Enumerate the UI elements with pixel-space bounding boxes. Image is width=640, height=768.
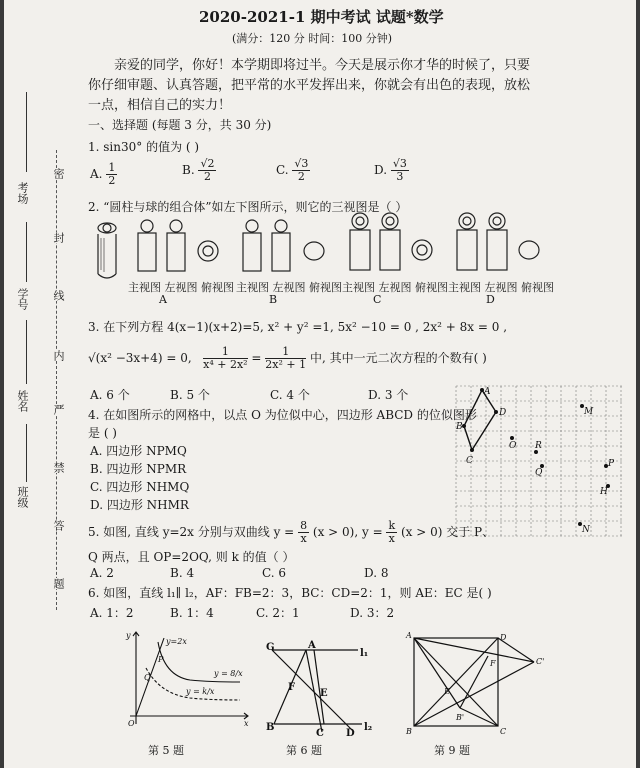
fig9-label-c-prime: C' [536, 657, 545, 666]
fig9-label-b-prime: B' [456, 713, 465, 722]
figure-6 [266, 636, 376, 739]
fig9-label-d: D [500, 633, 507, 642]
question-3-option-c: C. 4 个 [270, 388, 310, 402]
question-4-option-b: B. 四边形 NPMR [90, 462, 187, 476]
fig6-label-e: E [320, 688, 328, 699]
question-1-option-a: A. $\frac{1}{2}$ [90, 161, 116, 187]
option-b-view-labels: 主视图 左视图 俯视图 [236, 281, 342, 294]
field-exam-room: 考场 [16, 182, 29, 204]
intro-line-2: 你仔细审题、认真答题，把平常的水平发挥出来，你就会有出色的表现，放松 [88, 78, 531, 93]
segment-bc-prime [414, 662, 534, 726]
field-name-line [26, 320, 27, 384]
fig5-label-p: P [158, 655, 164, 664]
question-5-option-c: C. 6 [262, 566, 287, 580]
section-heading: 一、选择题 (每题 3 分，共 30 分) [88, 118, 272, 132]
question-5-stem-2: Q 两点，且 OP=2OQ, 则 k 的值（ ） [88, 550, 295, 564]
question-4-stem-1: 4. 在如图所示的网格中，以点 O 为位似中心，四边形 ABCD 的位似图形 [88, 408, 477, 422]
label-q: Q [535, 468, 543, 478]
question-4-option-c: C. 四边形 NHMQ [90, 480, 190, 494]
question-3-line-1: 3. 在下列方程 4(x−1)(x+2)=5, x² + y² =1, 5x² −10 = 0 , 2x² + 8x = 0 , [88, 320, 508, 334]
grid-lines [456, 386, 624, 536]
question-1-stem: 1. sin30° 的值为 ( ) [88, 140, 200, 154]
binding-dashed-line [56, 150, 57, 610]
option-d-view-labels: 主视图 左视图 俯视图 [448, 281, 554, 294]
option-d-views [457, 213, 539, 270]
fig5-label-x: x [244, 719, 249, 728]
question-5-stem-1: 5. 如图, 直线 y=2x 分别与双曲线 y = $\frac{8}{x}$ (x > 0), y = $\frac{k}{x}$ (x > 0) 交于 P、 [88, 519, 495, 545]
option-b-letter: B [269, 293, 278, 306]
field-name: 姓名 [16, 390, 29, 412]
cylinder-sphere-solid [98, 223, 116, 278]
option-b-views [243, 220, 324, 271]
option-c-letter: C [373, 293, 382, 306]
seal-char-7: 答 [52, 520, 65, 531]
question-3-option-a: A. 6 个 [90, 388, 130, 402]
seal-char-8: 题 [52, 578, 65, 589]
fig6-label-c: C [316, 728, 324, 739]
fig6-label-b: B [266, 722, 275, 733]
fig5-label-q: Q [144, 673, 151, 682]
intro-line-1: 亲爱的同学，你好！本学期即将过半。今天是展示你才华的时候了，只要 [114, 58, 531, 73]
figure-9 [404, 632, 554, 736]
field-student-id: 学号 [16, 288, 29, 310]
seal-char-1: 密 [52, 168, 65, 179]
field-exam-room-line [26, 92, 27, 172]
question-5-option-d: D. 8 [364, 566, 389, 580]
option-c-views [350, 213, 432, 270]
question-4-option-a: A. 四边形 NPMQ [90, 444, 187, 458]
fig9-label-e: E [444, 687, 450, 696]
question-3-option-b: B. 5 个 [170, 388, 210, 402]
label-h: H [600, 487, 608, 497]
segment-b-prime-c [460, 708, 498, 726]
question-3-line-2: √(x² −3x+4) = 0, $\frac{1}{\text{x⁴ + 2x²}}$ = $\frac{1}{\text{2x² + 1}}$ 中, 其中一元二次方程的个数有( ) [88, 345, 487, 371]
figure-6-caption: 第 6 题 [286, 744, 322, 757]
label-b: B [456, 422, 463, 432]
seal-char-2: 封 [52, 232, 65, 243]
seal-char-4: 内 [52, 350, 65, 361]
label-c: C [466, 456, 473, 466]
field-class: 班级 [16, 486, 29, 508]
fig9-label-a: A [406, 631, 412, 640]
exam-subtitle: (满分：120 分 时间：100 分钟) [232, 32, 393, 45]
fig9-label-b: B [406, 727, 412, 736]
question-1-option-c: C. $\frac{√3}{2}$ [276, 157, 309, 183]
fig5-label-y2x: y=2x [166, 637, 187, 646]
question-1-option-b: B. $\frac{√2}{2}$ [182, 157, 215, 183]
question-6-option-b: B. 1：4 [170, 606, 214, 620]
fig9-label-f: F [490, 659, 496, 668]
fig6-label-f: F [288, 682, 296, 693]
question-6-stem: 6. 如图，直线 l₁∥ l₂，AF：FB=2：3，BC：CD=2：1，则 AE：EC 是( ) [88, 586, 492, 600]
quadrilateral-abcd [464, 390, 496, 450]
question-6-option-c: C. 2：1 [256, 606, 300, 620]
exam-title: 2020-2021-1 期中考试 试题*数学 [199, 8, 444, 26]
question-4-option-d: D. 四边形 NHMR [90, 498, 189, 512]
fig5-label-o: O [128, 719, 135, 728]
question-5-option-b: B. 4 [170, 566, 195, 580]
option-a-letter: A [159, 293, 167, 306]
label-n: N [582, 525, 590, 535]
question-1-option-d: D. $\frac{√3}{3}$ [374, 157, 407, 183]
fig5-label-kx: y = k/x [186, 687, 215, 696]
label-o: O [509, 441, 517, 451]
label-m: M [584, 407, 594, 417]
label-r: R [535, 441, 542, 451]
question-3-option-d: D. 3 个 [368, 388, 409, 402]
seal-char-3: 线 [52, 290, 65, 301]
option-a-views [138, 220, 218, 271]
fig6-label-l2: l₂ [364, 722, 373, 733]
figure-5-caption: 第 5 题 [148, 744, 184, 757]
field-class-line [26, 424, 27, 482]
label-a: A [484, 387, 491, 397]
option-c-view-labels: 主视图 左视图 俯视图 [342, 281, 448, 294]
fig9-label-c: C [500, 727, 507, 736]
seal-char-5: 严 [52, 404, 65, 415]
fig6-label-d: D [346, 728, 355, 739]
segment-a2 [314, 650, 324, 724]
label-d: D [499, 408, 507, 418]
question-6-option-a: A. 1：2 [90, 606, 134, 620]
question-4-grid-figure [456, 386, 624, 540]
fig5-label-8x: y = 8/x [214, 669, 243, 678]
intro-line-3: 一点，相信自己的实力！ [88, 98, 232, 113]
field-student-id-line [26, 222, 27, 282]
fig5-label-y: y [126, 631, 131, 640]
question-5-option-a: A. 2 [90, 566, 114, 580]
label-p: P [608, 459, 615, 469]
question-2-stem: 2. “圆柱与球的组合体”如左下图所示，则它的三视图是（ ） [88, 200, 408, 214]
question-6-option-d: D. 3：2 [350, 606, 395, 620]
exam-page [4, 0, 636, 768]
fig6-label-g: G [266, 642, 275, 653]
option-d-letter: D [486, 293, 495, 306]
option-a-view-labels: 主视图 左视图 俯视图 [128, 281, 234, 294]
fig6-label-l1: l₁ [360, 648, 369, 659]
figure-5 [100, 628, 250, 728]
fig6-label-a: A [308, 640, 316, 651]
figure-9-caption: 第 9 题 [434, 744, 470, 757]
segment-gd [272, 650, 354, 732]
segment-ab-prime [414, 638, 460, 708]
seal-char-6: 禁 [52, 462, 65, 473]
question-4-stem-2: 是 ( ) [88, 426, 117, 440]
